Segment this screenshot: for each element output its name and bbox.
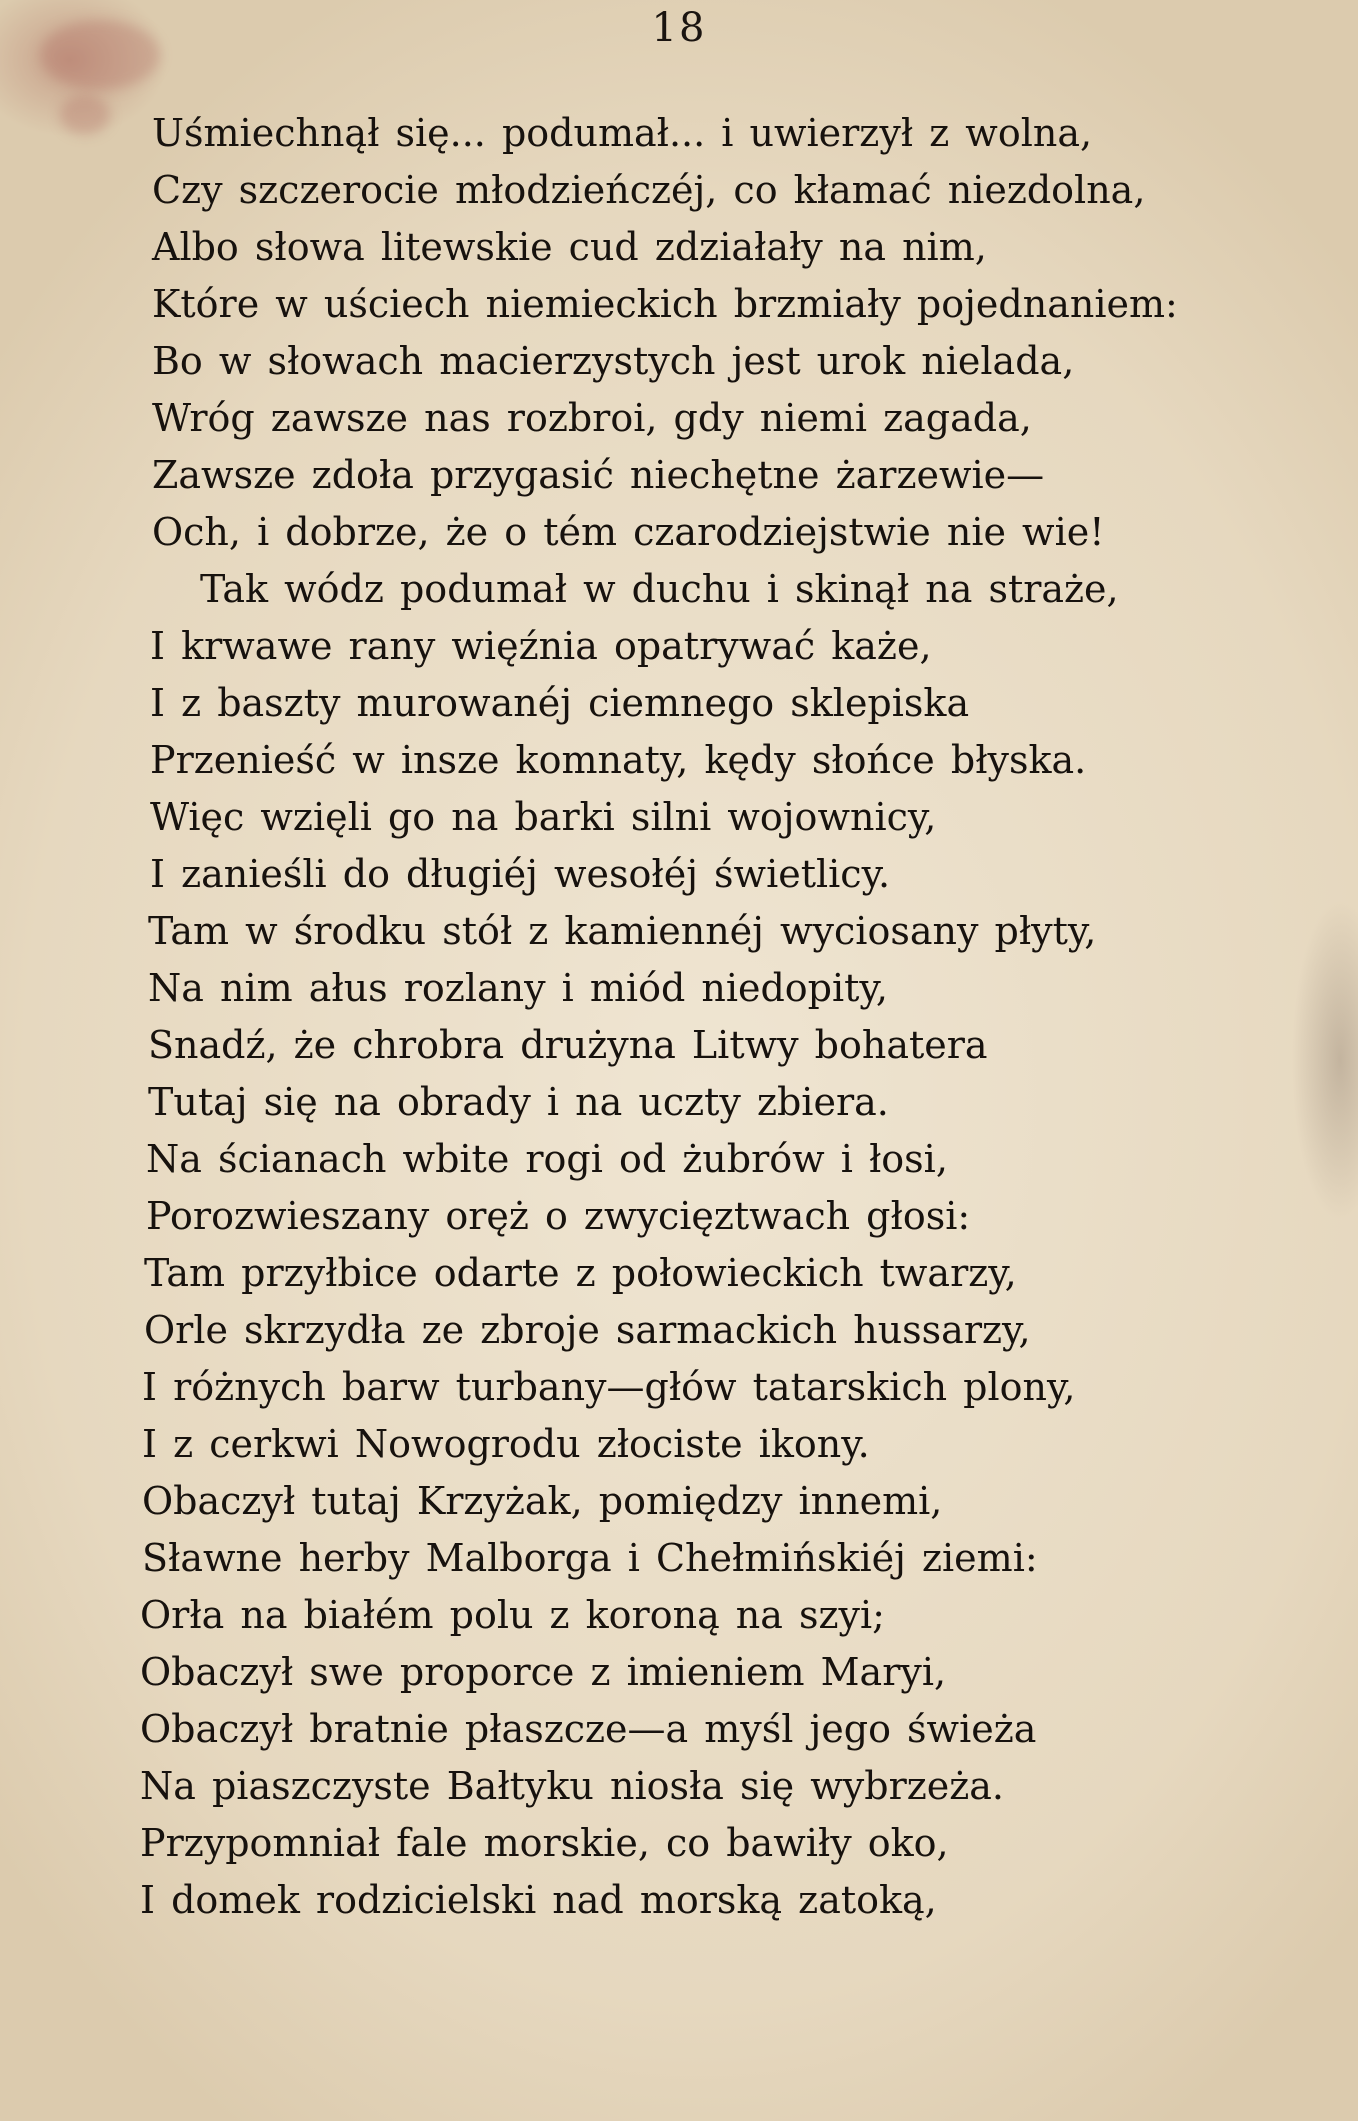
verse-line: I domek rodzicielski nad morską zatoką, xyxy=(140,1878,937,1922)
verse-line: Tutaj się na obrady i na uczty zbiera. xyxy=(148,1080,889,1124)
verse-line: I krwawe rany więźnia opatrywać każe, xyxy=(150,624,932,668)
verse-line: Bo w słowach macierzystych jest urok nielada, xyxy=(152,339,1075,383)
verse-line: Obaczył tutaj Krzyżak, pomiędzy innemi, xyxy=(142,1479,943,1523)
verse-line: Orła na białém polu z koroną na szyi; xyxy=(140,1593,885,1637)
verse-line: Które w uściech niemieckich brzmiały pojednaniem: xyxy=(152,282,1178,326)
verse-line: Zawsze zdoła przygasić niechętne żarzewie— xyxy=(152,453,1045,497)
verse-line: Uśmiechnął się... podumał... i uwierzył z wolna, xyxy=(152,111,1093,155)
verse-line: Tak wódz podumał w duchu i skinął na straże, xyxy=(200,567,1119,611)
verse-line: I zanieśli do długiéj wesołéj świetlicy. xyxy=(150,852,891,896)
verse-line: Na ścianach wbite rogi od żubrów i łosi, xyxy=(146,1137,948,1181)
verse-line: Czy szczerocie młodzieńczéj, co kłamać niezdolna, xyxy=(152,168,1146,212)
verse-line: Na piaszczyste Bałtyku niosła się wybrzeża. xyxy=(140,1764,1004,1808)
verse-line: Przypomniał fale morskie, co bawiły oko, xyxy=(140,1821,949,1865)
verse-line: I różnych barw turbany—głów tatarskich plony, xyxy=(142,1365,1076,1409)
verse-line: Obaczył bratnie płaszcze—a myśl jego świeża xyxy=(140,1707,1037,1751)
verse-line: Och, i dobrze, że o tém czarodziejstwie nie wie! xyxy=(152,510,1105,554)
verse-line: Na nim ałus rozlany i miód niedopity, xyxy=(148,966,888,1010)
verse-line: Przenieść w insze komnaty, kędy słońce błyska. xyxy=(150,738,1087,782)
verse-line: Obaczył swe proporce z imieniem Maryi, xyxy=(140,1650,947,1694)
verse-line: Więc wzięli go na barki silni wojownicy, xyxy=(150,795,937,839)
page-stain xyxy=(60,95,110,135)
page-number: 18 xyxy=(651,5,707,51)
verse-line: I z baszty murowanéj ciemnego sklepiska xyxy=(150,681,970,725)
verse-line: Sławne herby Malborga i Chełmińskiéj ziemi: xyxy=(142,1536,1038,1580)
verse-line: Wróg zawsze nas rozbroi, gdy niemi zagada, xyxy=(152,396,1032,440)
verse-line: Orle skrzydła ze zbroje sarmackich hussarzy, xyxy=(144,1308,1031,1352)
verse-line: I z cerkwi Nowogrodu złociste ikony. xyxy=(142,1422,870,1466)
verse-line: Tam przyłbice odarte z połowieckich twarzy, xyxy=(144,1251,1017,1295)
verse-line: Snadź, że chrobra drużyna Litwy bohatera xyxy=(148,1023,988,1067)
verse-line: Tam w środku stół z kamiennéj wyciosany płyty, xyxy=(148,909,1097,953)
verse-line: Porozwieszany oręż o zwycięztwach głosi: xyxy=(146,1194,971,1238)
verse-line: Albo słowa litewskie cud zdziałały na nim, xyxy=(152,225,987,269)
